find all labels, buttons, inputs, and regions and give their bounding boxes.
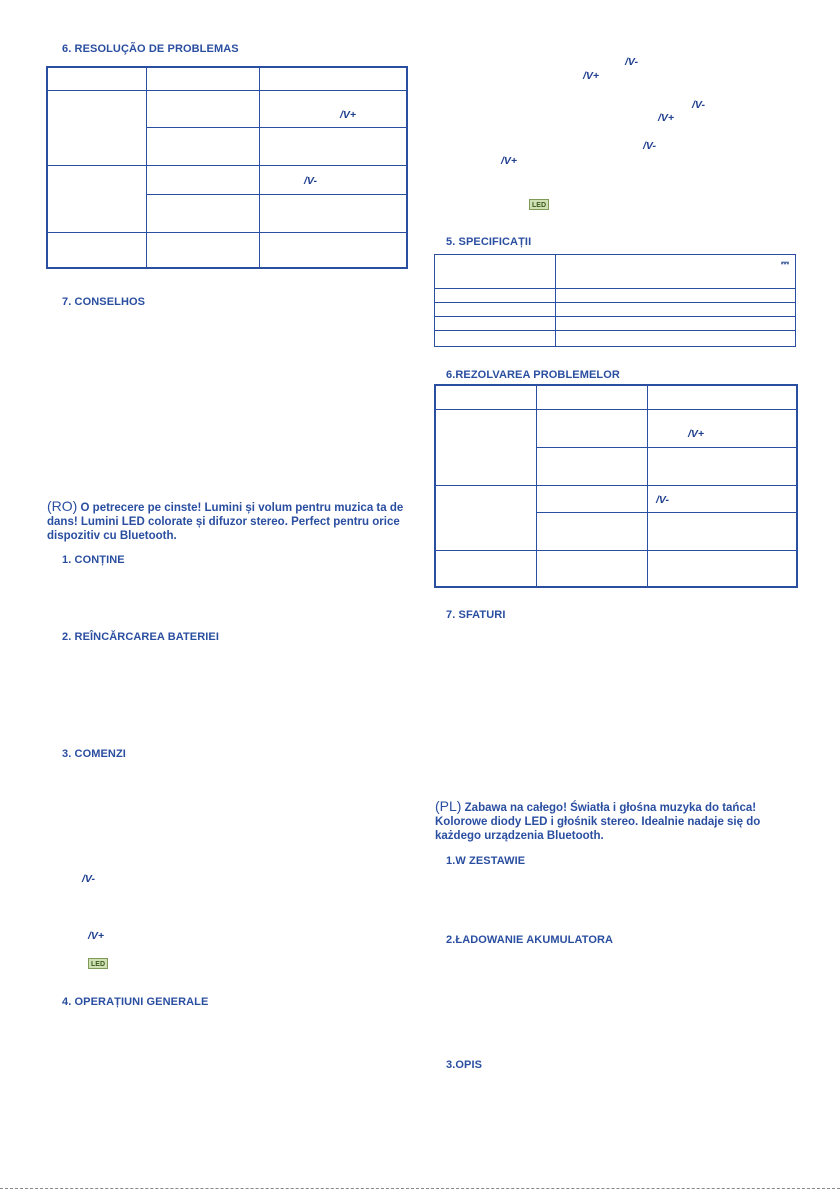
specifications-heading-ro: 5. SPECIFICAȚII bbox=[446, 236, 532, 248]
led-icon: LED bbox=[529, 199, 549, 210]
vol-plus-icon: /V+ bbox=[88, 930, 105, 942]
contents-heading-pl: 1.W ZESTAWIE bbox=[446, 855, 526, 867]
vol-plus-icon: /V+ bbox=[501, 155, 518, 167]
controls-heading-ro: 3. COMENZI bbox=[62, 748, 126, 760]
troubleshooting-heading-pt: 6. RESOLUÇÃO DE PROBLEMAS bbox=[62, 43, 239, 55]
vol-minus-icon: /V- bbox=[625, 56, 639, 68]
vol-minus-icon: /V- bbox=[643, 140, 657, 152]
vol-plus-icon: /V+ bbox=[688, 427, 705, 440]
vol-plus-icon: /V+ bbox=[583, 70, 600, 82]
pl-intro bbox=[435, 799, 797, 843]
pl-language-label: (PL) bbox=[435, 798, 462, 814]
contents-heading-ro: 1. CONȚINE bbox=[62, 554, 125, 566]
advice-heading-pt: 7. CONSELHOS bbox=[62, 296, 146, 308]
pl-intro-text: Zabawa na całego! Światła i głośna muzyka do tańca! Kolorowe diody LED i głośnik stereo. Idealnie nadaje się do każdego urządzenia Bluetooth. bbox=[435, 802, 761, 842]
advice-heading-ro: 7. SFATURI bbox=[446, 609, 506, 621]
vol-minus-icon: /V- bbox=[692, 99, 706, 111]
troubleshooting-heading-ro: 6.REZOLVAREA PROBLEMELOR bbox=[446, 369, 620, 381]
bottom-cut-line bbox=[0, 1188, 840, 1189]
dc-symbol-icon: ⎓ bbox=[781, 258, 789, 269]
specifications-table bbox=[434, 254, 796, 347]
battery-heading-ro: 2. REÎNCĂRCAREA BATERIEI bbox=[62, 631, 220, 643]
ro-language-label: (RO) bbox=[47, 498, 78, 514]
vol-plus-icon: /V+ bbox=[658, 112, 675, 124]
charging-heading-pl: 2.ŁADOWANIE AKUMULATORA bbox=[446, 934, 614, 946]
general-operations-heading-ro: 4. OPERAȚIUNI GENERALE bbox=[62, 996, 209, 1008]
ro-intro-text: O petrecere pe cinste! Lumini și volum pentru muzica ta de dans! Lumini LED colorate și difuzor stereo. Perfect pentru orice dispozitiv cu Bluetooth. bbox=[47, 502, 404, 542]
troubleshooting-table-pt bbox=[46, 66, 408, 269]
led-icon: LED bbox=[88, 958, 108, 969]
vol-plus-icon: /V+ bbox=[340, 108, 357, 121]
vol-minus-icon: /V- bbox=[656, 493, 670, 506]
ro-intro bbox=[47, 499, 409, 543]
vol-minus-icon: /V- bbox=[82, 873, 96, 885]
vol-minus-icon: /V- bbox=[304, 174, 318, 187]
troubleshooting-table-ro bbox=[434, 384, 798, 588]
description-heading-pl: 3.OPIS bbox=[446, 1059, 483, 1071]
